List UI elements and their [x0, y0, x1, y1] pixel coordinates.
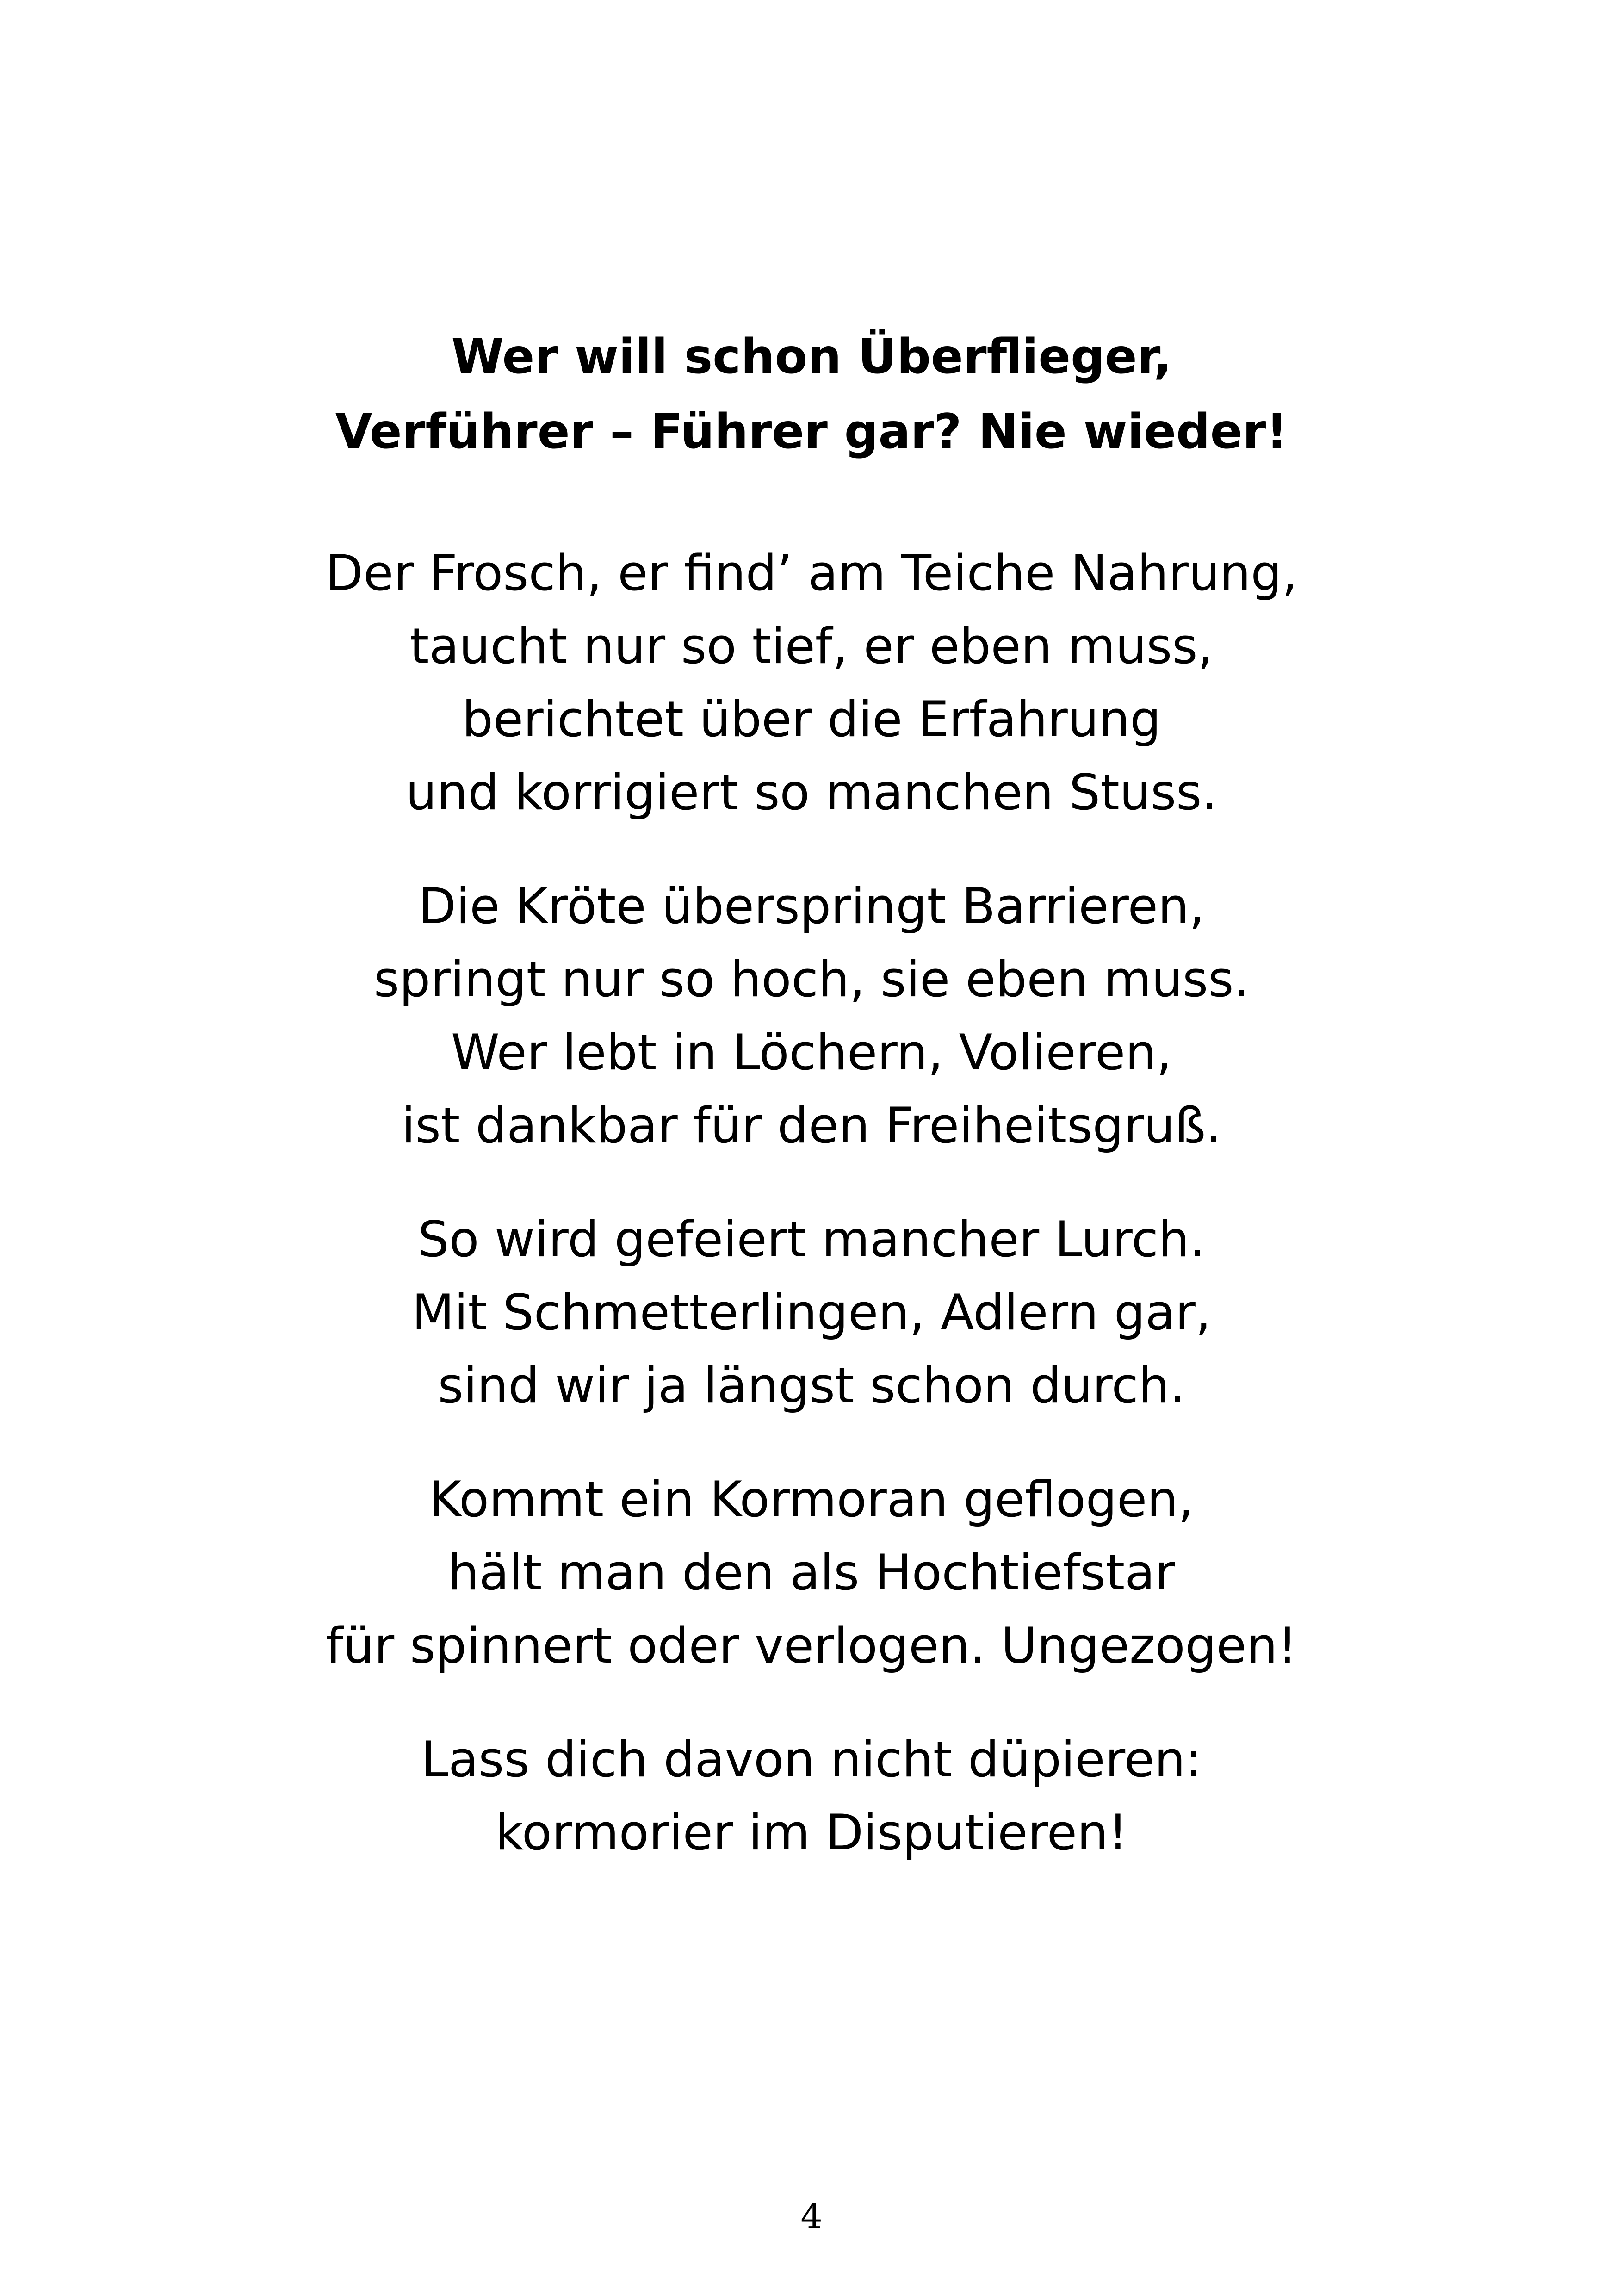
poem-body — [0, 537, 1623, 1910]
verse-line: und korrigiert so manchen Stuss. — [405, 764, 1218, 821]
verse-line: Die Kröte überspringt Barrieren, — [418, 878, 1205, 935]
title-line: Wer will schon Überflieger, — [451, 329, 1172, 385]
verse-line: für spinnert oder verlogen. Ungezogen! — [326, 1617, 1297, 1674]
verse-line: Mit Schmetterlingen, Adlern gar, — [412, 1284, 1211, 1341]
verse-line: hält man den als Hochtiefstar — [448, 1544, 1175, 1601]
title-line: Verführer – Führer gar? Nie wieder! — [335, 404, 1288, 459]
verse-line: kormorier im Disputieren! — [495, 1804, 1128, 1861]
verse-line: berichtet über die Erfahrung — [462, 691, 1161, 748]
verse-line: So wird gefeiert mancher Lurch. — [418, 1211, 1205, 1268]
verse-line: taucht nur so tief, er eben muss, — [409, 618, 1214, 675]
poem-title — [0, 319, 1623, 469]
stanza — [0, 537, 1623, 829]
verse-line: Wer lebt in Löchern, Volieren, — [451, 1024, 1172, 1081]
verse-line: Der Frosch, er find’ am Teiche Nahrung, — [325, 545, 1298, 602]
verse-line: springt nur so hoch, sie eben muss. — [373, 951, 1250, 1008]
stanza — [0, 1203, 1623, 1422]
stanza — [0, 1463, 1623, 1682]
stanza — [0, 870, 1623, 1162]
verse-line: Lass dich davon nicht düpieren: — [421, 1731, 1202, 1788]
stanza — [0, 1723, 1623, 1869]
page-number: 4 — [800, 2197, 823, 2236]
verse-line: sind wir ja längst schon durch. — [438, 1357, 1185, 1414]
verse-line: Kommt ein Kormoran geflogen, — [429, 1471, 1194, 1528]
verse-line: ist dankbar für den Freiheitsgruß. — [402, 1097, 1221, 1154]
